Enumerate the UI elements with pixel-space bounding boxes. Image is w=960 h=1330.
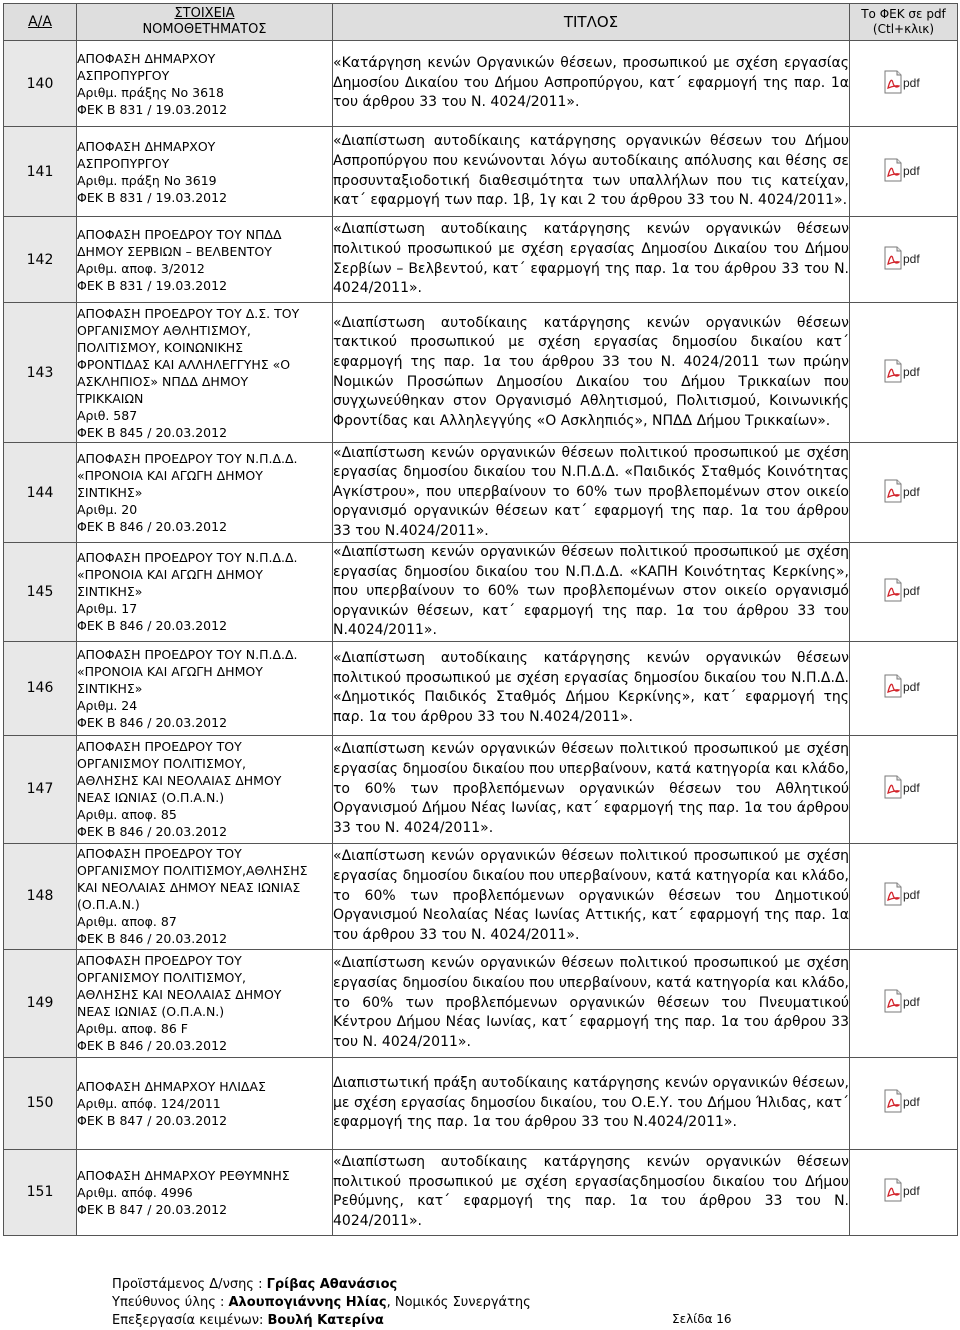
decision-line: Αριθμ. πράξη Νο 3619: [77, 172, 217, 188]
pdf-label: pdf: [902, 163, 920, 178]
header-decision-line1: ΣΤΟΙΧΕΙΑ: [174, 6, 235, 21]
decision-line: ΑΣΠΡΟΠΥΡΓΟΥ: [77, 67, 170, 83]
decision-line: ΔΗΜΟΥ ΣΕΡΒΙΩΝ – ΒΕΛΒΕΝΤΟΥ: [77, 243, 272, 259]
row-number: 147: [4, 735, 77, 843]
pdf-label: pdf: [902, 364, 920, 379]
decision-line: ΠΟΛΙΤΙΣΜΟΥ, ΚΟΙΝΩΝΙΚΗΣ: [77, 339, 244, 355]
decision-line: Αριθμ. αποφ. 85: [77, 807, 177, 823]
row-title: «Διαπίστωση αυτοδίκαιης κατάργησης κενών οργανικών θέσεων πολιτικού προσωπικού με σχέση εργασίας δημοσίου δικαίου του Ν.Π.Δ.Δ. «Δημοτικός Παιδικός Σταθμός Δήμου Κερκίνης», κατ΄ εφαρμογή της παρ. 1α του άρθρου 33 του Ν.4024/2011».: [333, 641, 850, 735]
decision-line: ΑΠΟΦΑΣΗ ΠΡΟΕΔΡΟΥ ΤΟΥ ΝΠΔΔ: [77, 226, 282, 242]
decision-line: ΑΣΠΡΟΠΥΡΓΟΥ: [77, 155, 170, 171]
decision-info: [77, 641, 333, 735]
footer-editor-role: , Νομικός Συνεργάτης: [386, 1295, 531, 1310]
decision-line: ΟΡΓΑΝΙΣΜΟΥ ΠΟΛΙΤΙΣΜΟΥ,ΑΘΛΗΣΗΣ: [77, 863, 308, 879]
pdf-label: pdf: [902, 1184, 920, 1199]
decision-line: ΦΕΚ Β 847 / 20.03.2012: [77, 1201, 228, 1217]
decision-info: [77, 303, 333, 443]
pdf-label: pdf: [902, 781, 920, 796]
decision-line: ΦΕΚ Β 831 / 19.03.2012: [77, 101, 228, 117]
decision-line: ΑΠΟΦΑΣΗ ΠΡΟΕΔΡΟΥ ΤΟΥ: [77, 953, 242, 969]
decision-line: Αριθμ. αποφ. 3/2012: [77, 260, 205, 276]
table-row: [4, 1149, 958, 1235]
footer: [112, 1276, 531, 1330]
pdf-cell: [850, 543, 958, 642]
pdf-file-icon[interactable]: [884, 158, 924, 182]
footer-text-label: Επεξεργασία κειμένων:: [112, 1313, 268, 1328]
row-number: 144: [4, 443, 77, 543]
row-title: «Διαπίστωση κενών οργανικών θέσεων πολιτικού προσωπικού με σχέση εργασίας δημοσίου δικαίου που υπερβαίνουν, κατά κατηγορία και κλάδο, το 60% των προβλεπόμενων οργανικών θέσεων του Πνευματικού Κέντρου Δήμου Νέας Ιωνίας, κατ΄ εφαρμογή της παρ. 1α του άρθρου 33 του Ν. 4024/2011».: [333, 949, 850, 1057]
table-row: [4, 543, 958, 642]
pdf-file-icon[interactable]: [884, 1178, 924, 1202]
row-title: «Διαπίστωση κενών οργανικών θέσεων πολιτικού προσωπικού με σχέση εργασίας δημοσίου δικαίου του Ν.Π.Δ.Δ. «Παιδικός Σταθμός Κοινότητας Αγκίστρου», που υπερβαίνουν το 60% των προβλεπομένων στον οικείο οργανισμό οργανικών θέσεων κατ΄ εφαρμογή της παρ. 1α του άρθρου 33 του Ν.4024/2011».: [333, 443, 850, 543]
decision-info: [77, 1149, 333, 1235]
header-decision-line2: ΝΟΜΟΘΕΤΗΜΑΤΟΣ: [142, 22, 267, 37]
decision-line: ΦΕΚ Β 845 / 20.03.2012: [77, 424, 228, 440]
table-row: [4, 1057, 958, 1149]
row-title: «Διαπίστωση αυτοδίκαιης κατάργησης κενών οργανικών θέσεων τακτικού προσωπικού με σχέση εργασίας δημοσίου δικαίου κατ΄ εφαρμογή της παρ. 1α του άρθρου 33 του Ν. 4024/2011 των πρώην Νομικών Προσώπων Δημοσίου Δικαίου του Δήμου Τρικκαίων που συγχωνεύθηκαν στον Οργανισμό Αθλητισμού, Πολιτισμού, Κοινωνικής Φροντίδας και Αλληλεγγύης «Ο Ασκληπιός», ΝΠΔΔ Δήμου Τρικκαίων».: [333, 303, 850, 443]
header-pdf-line1: Το ΦΕΚ σε pdf: [861, 7, 946, 21]
decision-line: ΑΠΟΦΑΣΗ ΔΗΜΑΡΧΟΥ ΡΕΘΥΜΝΗΣ: [77, 1167, 290, 1183]
table-row: [4, 443, 958, 543]
pdf-file-icon[interactable]: [884, 1089, 924, 1113]
decision-line: ΟΡΓΑΝΙΣΜΟΥ ΠΟΛΙΤΙΣΜΟΥ,: [77, 756, 246, 772]
footer-line-director: [112, 1276, 531, 1294]
footer-line-editor: [112, 1294, 531, 1312]
decision-line: Αριθμ. 24: [77, 697, 138, 713]
decision-line: ΦΕΚ Β 846 / 20.03.2012: [77, 519, 228, 534]
decision-info: [77, 735, 333, 843]
decision-info: [77, 1057, 333, 1149]
decision-line: ΣΙΝΤΙΚΗΣ»: [77, 680, 143, 696]
pdf-label: pdf: [902, 251, 920, 266]
decision-line: Αριθμ. αποφ. 87: [77, 914, 177, 930]
decision-line: ΑΠΟΦΑΣΗ ΠΡΟΕΔΡΟΥ ΤΟΥ: [77, 739, 242, 755]
decision-info: [77, 443, 333, 543]
pdf-cell: [850, 41, 958, 127]
footer-editor-label: Υπεύθυνος ύλης :: [112, 1295, 229, 1310]
decision-line: ΑΠΟΦΑΣΗ ΠΡΟΕΔΡΟΥ ΤΟΥ Δ.Σ. ΤΟΥ: [77, 305, 300, 321]
decision-line: ΑΠΟΦΑΣΗ ΔΗΜΑΡΧΟΥ ΗΛΙΔΑΣ: [77, 1078, 266, 1094]
decision-info: [77, 127, 333, 217]
row-title: «Διαπίστωση αυτοδίκαιης κατάργησης οργανικών θέσεων του Δήμου Ασπροπύργου που κενώνονται λόγω αυτοδίκαιης απόλυσης και θέσης σε προσυνταξιοδοτική διαθεσιμότητα των υπαλλήλων που τις κατείχαν, κατ΄ εφαρμογή των παρ. 1β, 1γ και 2 του άρθρου 33 του Ν. 4024/2011».: [333, 127, 850, 217]
table-row: [4, 735, 958, 843]
row-title: «Διαπίστωση αυτοδίκαιης κατάργησης κενών οργανικών θέσεων πολιτικού προσωπικού με σχέση εργασίας Δημοσίου Δικαίου του Δήμου Σερβίων – Βελβεντού, κατ΄ εφαρμογή της παρ. 1α του άρθρου 33 του Ν. 4024/2011».: [333, 217, 850, 303]
pdf-label: pdf: [902, 995, 920, 1010]
fek-table: [3, 3, 958, 1236]
decision-line: Αριθ. 587: [77, 407, 138, 423]
decision-line: Αριθμ. πράξης Νο 3618: [77, 84, 224, 100]
pdf-file-icon[interactable]: [884, 479, 924, 503]
table-header-row: [4, 4, 958, 41]
footer-director-name: Γρίβας Αθανάσιος: [266, 1277, 398, 1292]
header-pdf-line2: (Ctl+κλικ): [872, 22, 935, 36]
decision-line: ΦΕΚ Β 846 / 20.03.2012: [77, 931, 228, 947]
pdf-cell: [850, 443, 958, 543]
decision-line: ΑΣΚΛΗΠΙΟΣ» ΝΠΔΔ ΔΗΜΟΥ: [77, 373, 249, 389]
pdf-file-icon[interactable]: [884, 246, 924, 270]
footer-text-name: Βουλή Κατερίνα: [267, 1313, 384, 1328]
decision-info: [77, 217, 333, 303]
header-no: Α/Α: [4, 4, 77, 41]
decision-line: ΦΕΚ Β 846 / 20.03.2012: [77, 824, 228, 840]
table-row: [4, 127, 958, 217]
decision-info: [77, 843, 333, 949]
table-row: [4, 41, 958, 127]
decision-line: ΑΘΛΗΣΗΣ ΚΑΙ ΝΕΟΛΑΙΑΣ ΔΗΜΟΥ: [77, 987, 282, 1003]
pdf-cell: [850, 843, 958, 949]
row-number: 151: [4, 1149, 77, 1235]
row-number: 145: [4, 543, 77, 642]
pdf-cell: [850, 127, 958, 217]
decision-info: [77, 41, 333, 127]
table-row: [4, 843, 958, 949]
decision-line: ΦΕΚ Β 831 / 19.03.2012: [77, 189, 228, 205]
header-pdf: [850, 4, 958, 41]
pdf-cell: [850, 735, 958, 843]
decision-line: Αριθμ. 20: [77, 502, 138, 517]
row-number: 146: [4, 641, 77, 735]
decision-line: ΣΙΝΤΙΚΗΣ»: [77, 584, 143, 600]
row-number: 140: [4, 41, 77, 127]
decision-line: ΟΡΓΑΝΙΣΜΟΥ ΑΘΛΗΤΙΣΜΟΥ,: [77, 322, 251, 338]
row-title: Διαπιστωτική πράξη αυτοδίκαιης κατάργησης κενών οργανικών θέσεων, με σχέση εργασίας δημοσίου δικαίου, του Ο.Ε.Υ. του Δήμου Ήλιδας, κατ΄ εφαρμογή της παρ. 1α του άρθρου 33 του Ν.4024/2011».: [333, 1057, 850, 1149]
decision-line: ΦΡΟΝΤΙΔΑΣ ΚΑΙ ΑΛΛΗΛΕΓΓΥΗΣ «Ο: [77, 356, 291, 372]
table-row: [4, 217, 958, 303]
decision-line: ΦΕΚ Β 846 / 20.03.2012: [77, 618, 228, 634]
pdf-file-icon[interactable]: [884, 674, 924, 698]
pdf-cell: [850, 1057, 958, 1149]
decision-line: Αριθμ. απόφ. 4996: [77, 1184, 193, 1200]
pdf-file-icon[interactable]: [884, 359, 924, 383]
pdf-label: pdf: [902, 484, 920, 499]
header-decision: [77, 4, 333, 41]
row-number: 148: [4, 843, 77, 949]
row-number: 150: [4, 1057, 77, 1149]
pdf-file-icon[interactable]: [884, 578, 924, 602]
decision-line: ΑΘΛΗΣΗΣ ΚΑΙ ΝΕΟΛΑΙΑΣ ΔΗΜΟΥ: [77, 773, 282, 789]
row-title: «Κατάργηση κενών Οργανικών θέσεων, προσωπικού με σχέση εργασίας Δημοσίου Δικαίου του Δήμου Ασπροπύργου, κατ΄ εφαρμογή της παρ. 1α του άρθρου 33 του Ν. 4024/2011».: [333, 41, 850, 127]
pdf-cell: [850, 641, 958, 735]
pdf-label: pdf: [902, 583, 920, 598]
row-title: «Διαπίστωση αυτοδίκαιης κατάργησης κενών οργανικών θέσεων πολιτικού προσωπικού με σχέση εργασίαςδημοσίου δικαίου του Δήμου Ρεθύμνης, κατ΄ εφαρμογή της παρ. 1α του άρθρου 33 του Ν. 4024/2011».: [333, 1149, 850, 1235]
decision-line: Αριθμ. 17: [77, 601, 138, 617]
pdf-cell: [850, 217, 958, 303]
table-row: [4, 641, 958, 735]
decision-line: ΦΕΚ Β 846 / 20.03.2012: [77, 714, 228, 730]
row-title: «Διαπίστωση κενών οργανικών θέσεων πολιτικού προσωπικού με σχέση εργασίας δημοσίου δικαίου που υπερβαίνουν, κατά κατηγορία και κλάδο, το 60% των προβλεπόμενων οργανικών θέσεων του Αθλητικού Οργανισμού Δήμου Νέας Ιωνίας, κατ΄ εφαρμογή της παρ. 1α του άρθρου 33 του Ν. 4024/2011».: [333, 735, 850, 843]
decision-line: ΑΠΟΦΑΣΗ ΔΗΜΑΡΧΟΥ: [77, 50, 216, 66]
pdf-label: pdf: [902, 1095, 920, 1110]
decision-line: ΦΕΚ Β 831 / 19.03.2012: [77, 277, 228, 293]
pdf-label: pdf: [902, 888, 920, 903]
pdf-file-icon[interactable]: [884, 775, 924, 799]
decision-line: ΑΠΟΦΑΣΗ ΠΡΟΕΔΡΟΥ ΤΟΥ: [77, 846, 242, 862]
header-title: ΤΙΤΛΟΣ: [333, 4, 850, 41]
decision-info: [77, 543, 333, 642]
decision-line: (Ο.Π.Α.Ν.): [77, 897, 140, 913]
row-number: 142: [4, 217, 77, 303]
pdf-label: pdf: [902, 75, 920, 90]
page-number: Σελίδα 16: [672, 1312, 732, 1326]
decision-line: ΤΡΙΚΚΑΙΩΝ: [77, 390, 144, 406]
pdf-cell: [850, 1149, 958, 1235]
decision-line: Αριθμ. απόφ. 124/2011: [77, 1095, 221, 1111]
decision-line: «ΠΡΟΝΟΙΑ ΚΑΙ ΑΓΩΓΗ ΔΗΜΟΥ: [77, 468, 263, 483]
row-number: 141: [4, 127, 77, 217]
decision-line: ΟΡΓΑΝΙΣΜΟΥ ΠΟΛΙΤΙΣΜΟΥ,: [77, 970, 246, 986]
footer-line-text: [112, 1312, 531, 1330]
pdf-cell: [850, 949, 958, 1057]
decision-line: Αριθμ. αποφ. 86 F: [77, 1021, 188, 1037]
decision-line: «ΠΡΟΝΟΙΑ ΚΑΙ ΑΓΩΓΗ ΔΗΜΟΥ: [77, 567, 263, 583]
footer-director-label: Προϊστάμενος Δ/νσης :: [112, 1277, 267, 1292]
decision-line: ΝΕΑΣ ΙΩΝΙΑΣ (Ο.Π.Α.Ν.): [77, 790, 225, 806]
decision-line: ΑΠΟΦΑΣΗ ΠΡΟΕΔΡΟΥ ΤΟΥ Ν.Π.Δ.Δ.: [77, 646, 298, 662]
decision-line: ΦΕΚ Β 846 / 20.03.2012: [77, 1038, 228, 1054]
row-title: «Διαπίστωση κενών οργανικών θέσεων πολιτικού προσωπικού με σχέση εργασίας δημοσίου δικαίου που υπερβαίνουν, κατά κατηγορία και κλάδο, το 60% των προβλεπόμενων οργανικών θέσεων του Δημοτικού Οργανισμού Νεολαίας Νέας Ιωνίας Αττικής, κατ΄ εφαρμογή της παρ. 1α του άρθρου 33 του Ν. 4024/2011».: [333, 843, 850, 949]
decision-line: ΑΠΟΦΑΣΗ ΠΡΟΕΔΡΟΥ ΤΟΥ Ν.Π.Δ.Δ.: [77, 451, 298, 466]
pdf-file-icon[interactable]: [884, 989, 924, 1013]
decision-line: ΑΠΟΦΑΣΗ ΔΗΜΑΡΧΟΥ: [77, 138, 216, 154]
row-number: 143: [4, 303, 77, 443]
footer-editor-name: Αλουπογιάννης Ηλίας: [228, 1295, 387, 1310]
decision-line: ΦΕΚ Β 847 / 20.03.2012: [77, 1112, 228, 1128]
row-number: 149: [4, 949, 77, 1057]
pdf-cell: [850, 303, 958, 443]
decision-line: ΑΠΟΦΑΣΗ ΠΡΟΕΔΡΟΥ ΤΟΥ Ν.Π.Δ.Δ.: [77, 550, 298, 566]
pdf-file-icon[interactable]: [884, 882, 924, 906]
decision-line: ΚΑΙ ΝΕΟΛΑΙΑΣ ΔΗΜΟΥ ΝΕΑΣ ΙΩΝΙΑΣ: [77, 880, 301, 896]
table-row: [4, 303, 958, 443]
row-title: «Διαπίστωση κενών οργανικών θέσεων πολιτικού προσωπικού με σχέση εργασίας δημοσίου δικαίου του Ν.Π.Δ.Δ. «ΚΑΠΗ Κοινότητας Κερκίνης», που υπερβαίνουν το 60% των προβλεπομένων στον οικείο οργανισμό οργανικών θέσεων, κατ΄ εφαρμογή της παρ. 1α του άρθρου 33 του Ν.4024/2011».: [333, 543, 850, 642]
decision-info: [77, 949, 333, 1057]
decision-line: ΝΕΑΣ ΙΩΝΙΑΣ (Ο.Π.Α.Ν.): [77, 1004, 225, 1020]
pdf-file-icon[interactable]: [884, 70, 924, 94]
pdf-label: pdf: [902, 680, 920, 695]
table-row: [4, 949, 958, 1057]
decision-line: «ΠΡΟΝΟΙΑ ΚΑΙ ΑΓΩΓΗ ΔΗΜΟΥ: [77, 663, 263, 679]
decision-line: ΣΙΝΤΙΚΗΣ»: [77, 485, 143, 500]
